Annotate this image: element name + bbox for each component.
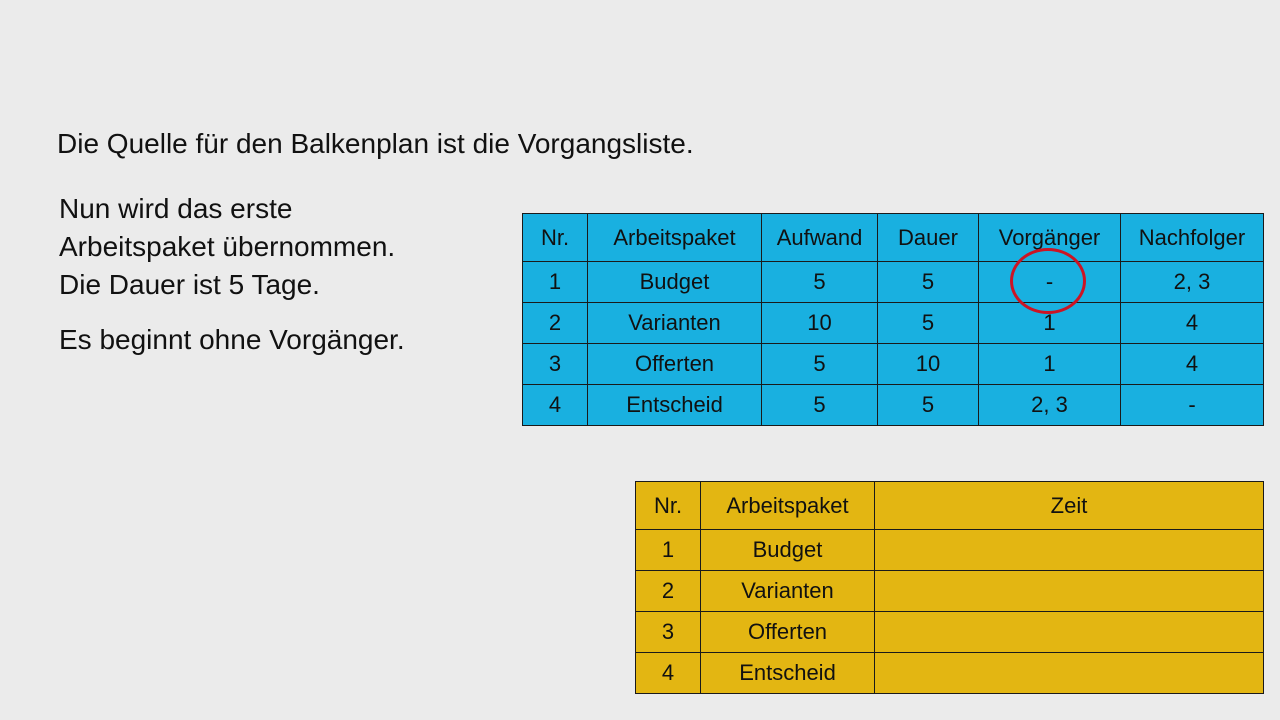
vorgangsliste-table xyxy=(522,213,1264,426)
cell-dauer: 5 xyxy=(878,303,979,344)
cell-zeit xyxy=(875,653,1264,694)
cell-vorgaenger: 1 xyxy=(979,303,1121,344)
body-line: Arbeitspaket übernommen. xyxy=(59,231,396,262)
column-header-nachfolger: Nachfolger xyxy=(1121,214,1264,262)
table-row xyxy=(523,385,1264,426)
column-header-zeit: Zeit xyxy=(875,482,1264,530)
cell-nr: 2 xyxy=(636,571,701,612)
body-line: Die Dauer ist 5 Tage. xyxy=(59,269,320,300)
cell-zeit xyxy=(875,612,1264,653)
cell-nachfolger: 2, 3 xyxy=(1121,262,1264,303)
body-line: Nun wird das erste xyxy=(59,193,293,224)
cell-nachfolger: 4 xyxy=(1121,344,1264,385)
cell-nr: 3 xyxy=(636,612,701,653)
column-header-dauer: Dauer xyxy=(878,214,979,262)
column-header-nr: Nr. xyxy=(523,214,588,262)
cell-aufwand: 5 xyxy=(762,344,878,385)
cell-vorgaenger: - xyxy=(979,262,1121,303)
cell-arbeitspaket: Varianten xyxy=(588,303,762,344)
column-header-arbeitspaket: Arbeitspaket xyxy=(701,482,875,530)
cell-aufwand: 5 xyxy=(762,385,878,426)
body-note: Es beginnt ohne Vorgänger. xyxy=(59,324,405,355)
cell-vorgaenger: 2, 3 xyxy=(979,385,1121,426)
table-row xyxy=(523,303,1264,344)
table-header-row xyxy=(523,214,1264,262)
table-row xyxy=(636,653,1264,694)
cell-nachfolger: - xyxy=(1121,385,1264,426)
column-header-arbeitspaket: Arbeitspaket xyxy=(588,214,762,262)
cell-nr: 4 xyxy=(523,385,588,426)
cell-nr: 4 xyxy=(636,653,701,694)
cell-vorgaenger: 1 xyxy=(979,344,1121,385)
table-row xyxy=(636,571,1264,612)
cell-dauer: 10 xyxy=(878,344,979,385)
cell-aufwand: 5 xyxy=(762,262,878,303)
column-header-nr: Nr. xyxy=(636,482,701,530)
cell-zeit xyxy=(875,571,1264,612)
cell-nr: 1 xyxy=(523,262,588,303)
column-header-vorgaenger: Vorgänger xyxy=(979,214,1121,262)
cell-nr: 1 xyxy=(636,530,701,571)
cell-arbeitspaket: Varianten xyxy=(701,571,875,612)
cell-arbeitspaket: Budget xyxy=(588,262,762,303)
cell-nr: 2 xyxy=(523,303,588,344)
table-row xyxy=(523,344,1264,385)
cell-dauer: 5 xyxy=(878,385,979,426)
cell-nachfolger: 4 xyxy=(1121,303,1264,344)
column-header-aufwand: Aufwand xyxy=(762,214,878,262)
cell-nr: 3 xyxy=(523,344,588,385)
cell-arbeitspaket: Offerten xyxy=(588,344,762,385)
body-text xyxy=(59,190,405,359)
cell-arbeitspaket: Entscheid xyxy=(588,385,762,426)
table-row xyxy=(523,262,1264,303)
slide-title: Die Quelle für den Balkenplan ist die Vorgangsliste. xyxy=(57,128,694,159)
cell-aufwand: 10 xyxy=(762,303,878,344)
cell-zeit xyxy=(875,530,1264,571)
table-row xyxy=(636,530,1264,571)
cell-arbeitspaket: Entscheid xyxy=(701,653,875,694)
table-row xyxy=(636,612,1264,653)
cell-dauer: 5 xyxy=(878,262,979,303)
cell-arbeitspaket: Offerten xyxy=(701,612,875,653)
cell-arbeitspaket: Budget xyxy=(701,530,875,571)
table-header-row xyxy=(636,482,1264,530)
balkenplan-table xyxy=(635,481,1264,694)
